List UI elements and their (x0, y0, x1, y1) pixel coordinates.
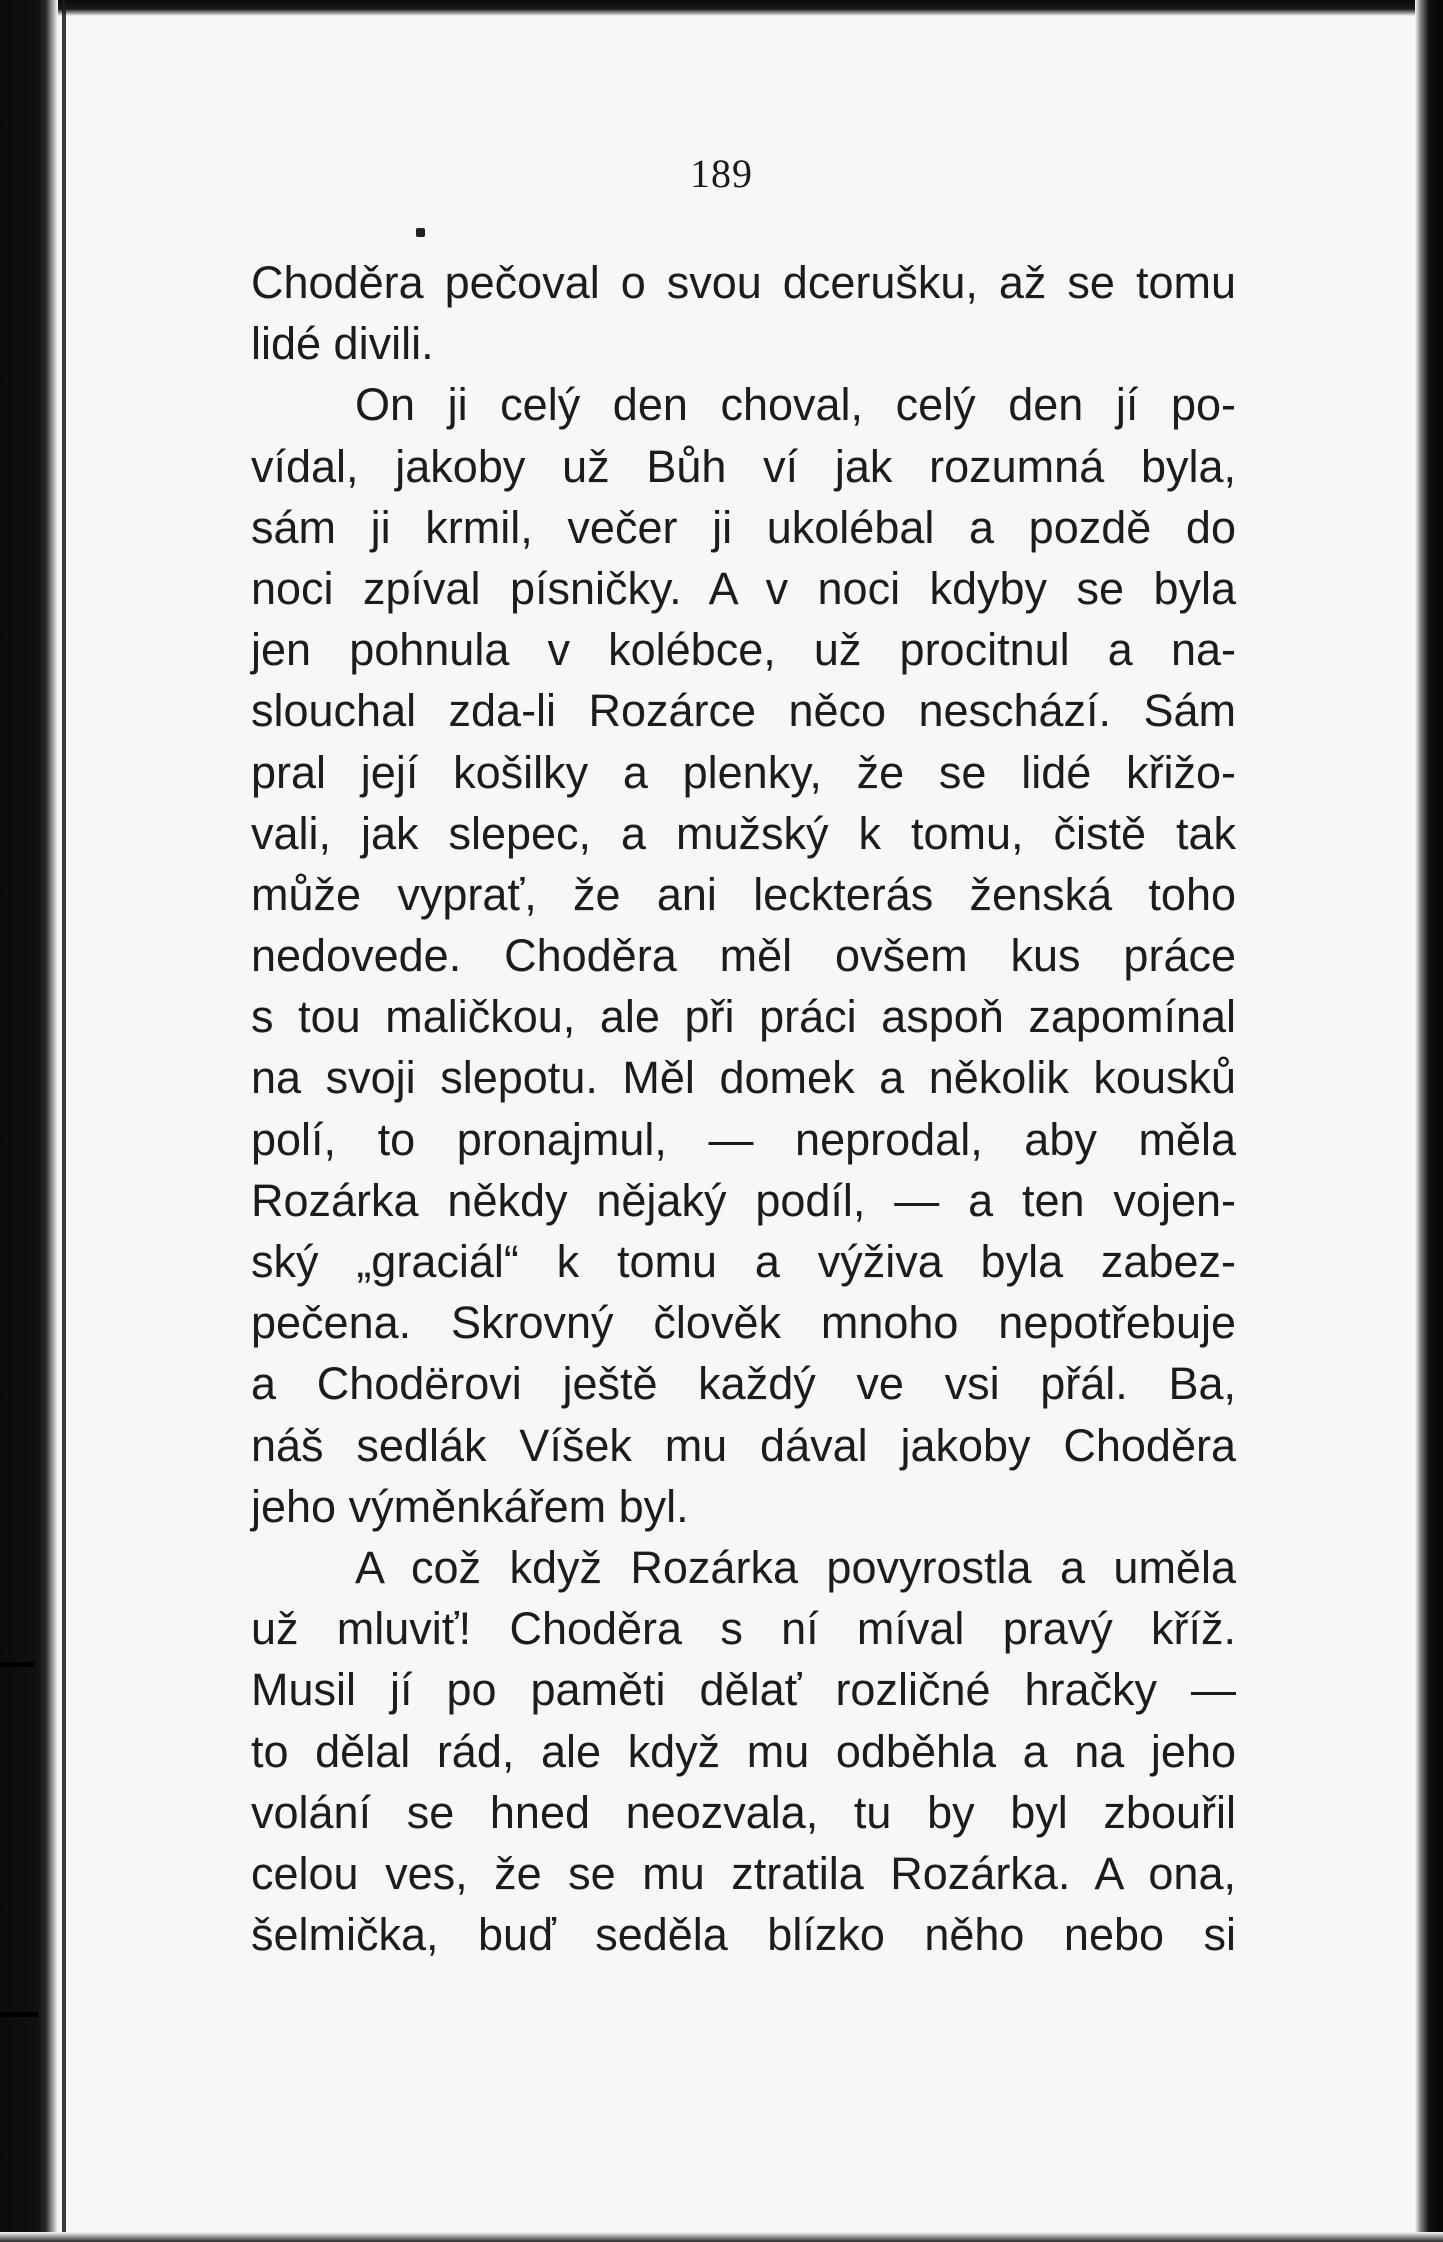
print-speck (416, 228, 425, 237)
scan-margin-mark (0, 1662, 34, 1667)
body-text (251, 252, 1236, 1965)
page-number: 189 (690, 151, 753, 196)
text-line: lidé divili. (251, 318, 434, 370)
text-line: sám ji krmil, večer ji ukolébal a pozdě do (251, 501, 1236, 553)
text-line: vali, jak slepec, a mužský k tomu, čistě tak (251, 807, 1236, 859)
text-line: On ji celý den choval, celý den jí po- (355, 379, 1236, 431)
text-line: to dělal rád, ale když mu odběhla a na jeho (251, 1725, 1236, 1777)
scan-edge-top (0, 0, 1443, 16)
text-line: volání se hned neozvala, tu by byl zbouřil (251, 1786, 1236, 1838)
text-line: už mluviť! Choděra s ní míval pravý kříž. (251, 1603, 1236, 1655)
text-line: jeho výměnkářem byl. (251, 1480, 689, 1532)
text-line: Rozárka někdy nějaký podíl, — a ten vojen- (251, 1174, 1236, 1226)
text-line: nedovede. Choděra měl ovšem kus práce (251, 930, 1236, 982)
text-line: vídal, jakoby už Bůh ví jak rozumná byla, (251, 440, 1236, 492)
scan-edge-bottom (0, 2232, 1443, 2242)
text-line: na svoji slepotu. Měl domek a několik kousků (251, 1052, 1236, 1104)
text-line: slouchal zda-li Rozárce něco neschází. Sám (251, 685, 1236, 737)
text-line: šelmička, buď seděla blízko něho nebo si (251, 1909, 1236, 1961)
text-line: náš sedlák Víšek mu dával jakoby Choděra (251, 1419, 1236, 1471)
text-line: A což když Rozárka povyrostla a uměla (355, 1541, 1236, 1593)
text-line: celou ves, že se mu ztratila Rozárka. A ona, (251, 1847, 1236, 1899)
text-line: polí, to pronajmul, — neprodal, aby měla (251, 1113, 1236, 1165)
scan-edge-left (0, 0, 58, 2242)
text-line: jen pohnula v kolébce, už procitnul a na- (251, 624, 1236, 676)
text-line: a Chodërovi ještě každý ve vsi přál. Ba, (251, 1358, 1236, 1410)
text-line: s tou maličkou, ale při práci aspoň zapomínal (251, 991, 1236, 1043)
text-line: Choděra pečoval o svou dcerušku, až se tomu (251, 257, 1236, 308)
scan-margin-mark (0, 2012, 38, 2017)
text-line: pečena. Skrovný člověk mnoho nepotřebuje (251, 1297, 1236, 1349)
text-line: pral její košilky a plenky, že se lidé křižo- (251, 746, 1236, 798)
paragraph (251, 374, 1236, 1537)
text-line: Musil jí po paměti dělať rozličné hračky — (251, 1664, 1236, 1716)
text-line: může vyprať, že ani leckterás ženská toho (251, 868, 1236, 920)
scan-edge-right (1415, 0, 1443, 2242)
text-line: ský „graciál“ k tomu a výživa byla zabez- (251, 1236, 1236, 1287)
paragraph (251, 252, 1236, 374)
text-line: noci zpíval písničky. A v noci kdyby se byla (251, 562, 1236, 614)
paragraph (251, 1537, 1236, 1965)
scan-edge-left-line (62, 0, 66, 2242)
